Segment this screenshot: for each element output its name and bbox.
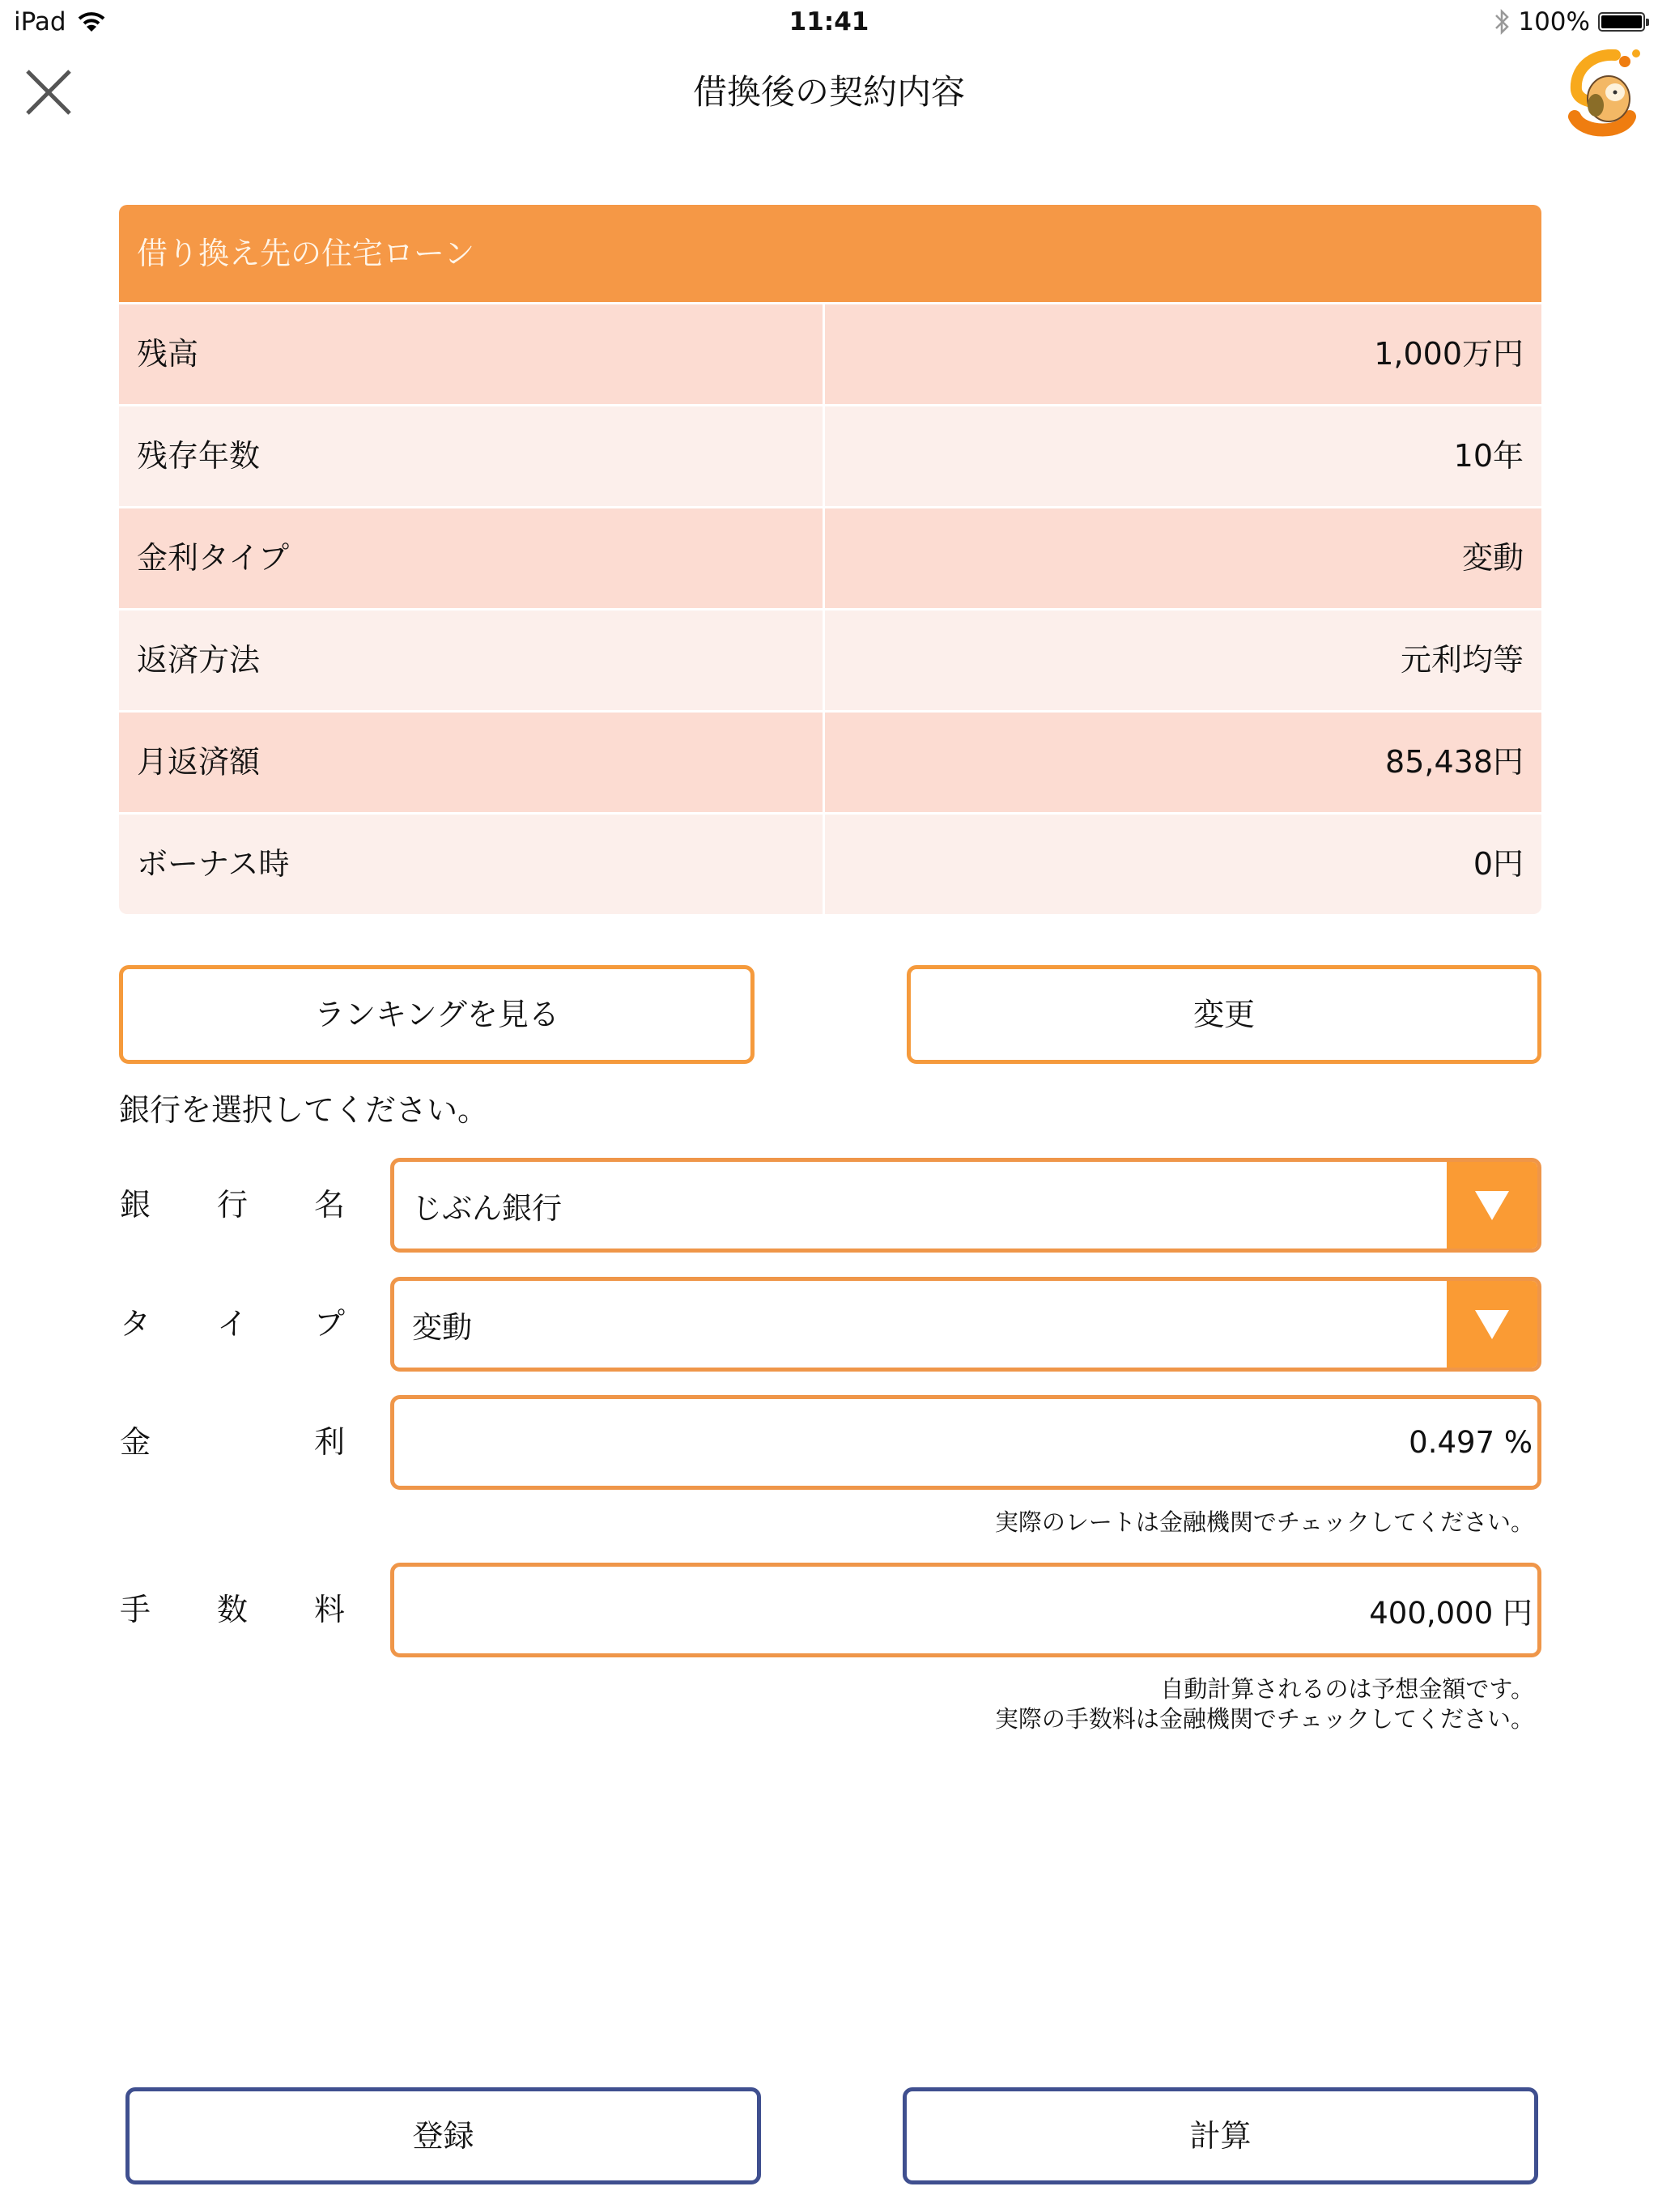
chevron-down-icon: [1475, 1191, 1509, 1220]
bank-name-label: [120, 1158, 345, 1253]
table-row: [119, 710, 1541, 812]
label-char: 料: [313, 1592, 345, 1627]
fee-input[interactable]: [390, 1563, 1541, 1657]
label-char: プ: [313, 1306, 345, 1342]
bluetooth-icon: [1494, 8, 1510, 36]
table-row: [119, 302, 1541, 404]
bank-dropdown-button[interactable]: [1447, 1162, 1537, 1249]
label-char: タ: [120, 1306, 151, 1342]
fee-note-line1: 自動計算されるのは予想金額です。: [1160, 1675, 1534, 1703]
label-char: イ: [216, 1306, 248, 1342]
label-char: 銀: [120, 1187, 151, 1223]
change-button[interactable]: 変更: [907, 965, 1541, 1064]
view-ranking-button[interactable]: ランキングを見る: [119, 965, 755, 1064]
type-dropdown-button[interactable]: [1447, 1281, 1537, 1368]
table-row: [119, 812, 1541, 914]
row-value: 元利均等: [1400, 642, 1524, 678]
label-char: 金: [120, 1424, 151, 1460]
row-label: ボーナス時: [119, 815, 825, 914]
rate-note: 実際のレートは金融機関でチェックしてください。: [994, 1508, 1534, 1536]
table-row: [119, 404, 1541, 506]
row-label: 残高: [119, 304, 825, 404]
interest-rate-value: 0.497 %: [1409, 1425, 1533, 1460]
status-right: [1494, 7, 1645, 36]
table-row: [119, 608, 1541, 710]
app-logo: [1558, 45, 1647, 141]
label-char: 行: [216, 1187, 248, 1223]
close-button[interactable]: [24, 68, 73, 117]
interest-rate-label: [120, 1395, 345, 1490]
interest-rate-input[interactable]: [390, 1395, 1541, 1490]
row-label: 返済方法: [119, 610, 825, 710]
rate-type-value: 変動: [412, 1309, 472, 1345]
label-char: 利: [313, 1424, 345, 1460]
row-value: 85,438円: [1385, 744, 1524, 780]
calculate-button[interactable]: 計算: [903, 2087, 1538, 2184]
bank-name-value: じぶん銀行: [412, 1190, 562, 1226]
device-name: iPad: [14, 7, 66, 36]
status-time: 11:41: [789, 7, 869, 36]
close-icon: [24, 68, 73, 117]
bank-name-select[interactable]: [390, 1158, 1541, 1253]
loan-summary-table: [119, 205, 1541, 914]
chevron-down-icon: [1475, 1310, 1509, 1339]
row-value: 0円: [1473, 846, 1524, 882]
battery-icon: [1598, 12, 1645, 32]
table-header: 借り換え先の住宅ローン: [119, 205, 1541, 302]
row-label: 金利タイプ: [119, 508, 825, 608]
label-char: 名: [313, 1187, 345, 1223]
label-char: 数: [216, 1592, 248, 1627]
owl-logo-icon: [1558, 45, 1647, 141]
row-label: 月返済額: [119, 713, 825, 812]
row-value: 変動: [1461, 540, 1524, 576]
status-bar: [0, 0, 1658, 45]
fee-label: [120, 1563, 345, 1657]
select-bank-prompt: 銀行を選択してください。: [119, 1092, 489, 1128]
battery-percent: 100%: [1518, 7, 1590, 36]
table-row: [119, 506, 1541, 608]
page-title: 借換後の契約内容: [692, 72, 965, 112]
row-value: 1,000万円: [1374, 336, 1524, 372]
register-button[interactable]: 登録: [125, 2087, 761, 2184]
rate-type-select[interactable]: [390, 1277, 1541, 1372]
fee-note-line2: 実際の手数料は金融機関でチェックしてください。: [994, 1705, 1534, 1733]
row-value: 10年: [1453, 438, 1524, 474]
fee-value: 400,000 円: [1369, 1595, 1533, 1631]
label-char: 手: [120, 1592, 151, 1627]
type-label: [120, 1277, 345, 1372]
row-label: 残存年数: [119, 406, 825, 506]
